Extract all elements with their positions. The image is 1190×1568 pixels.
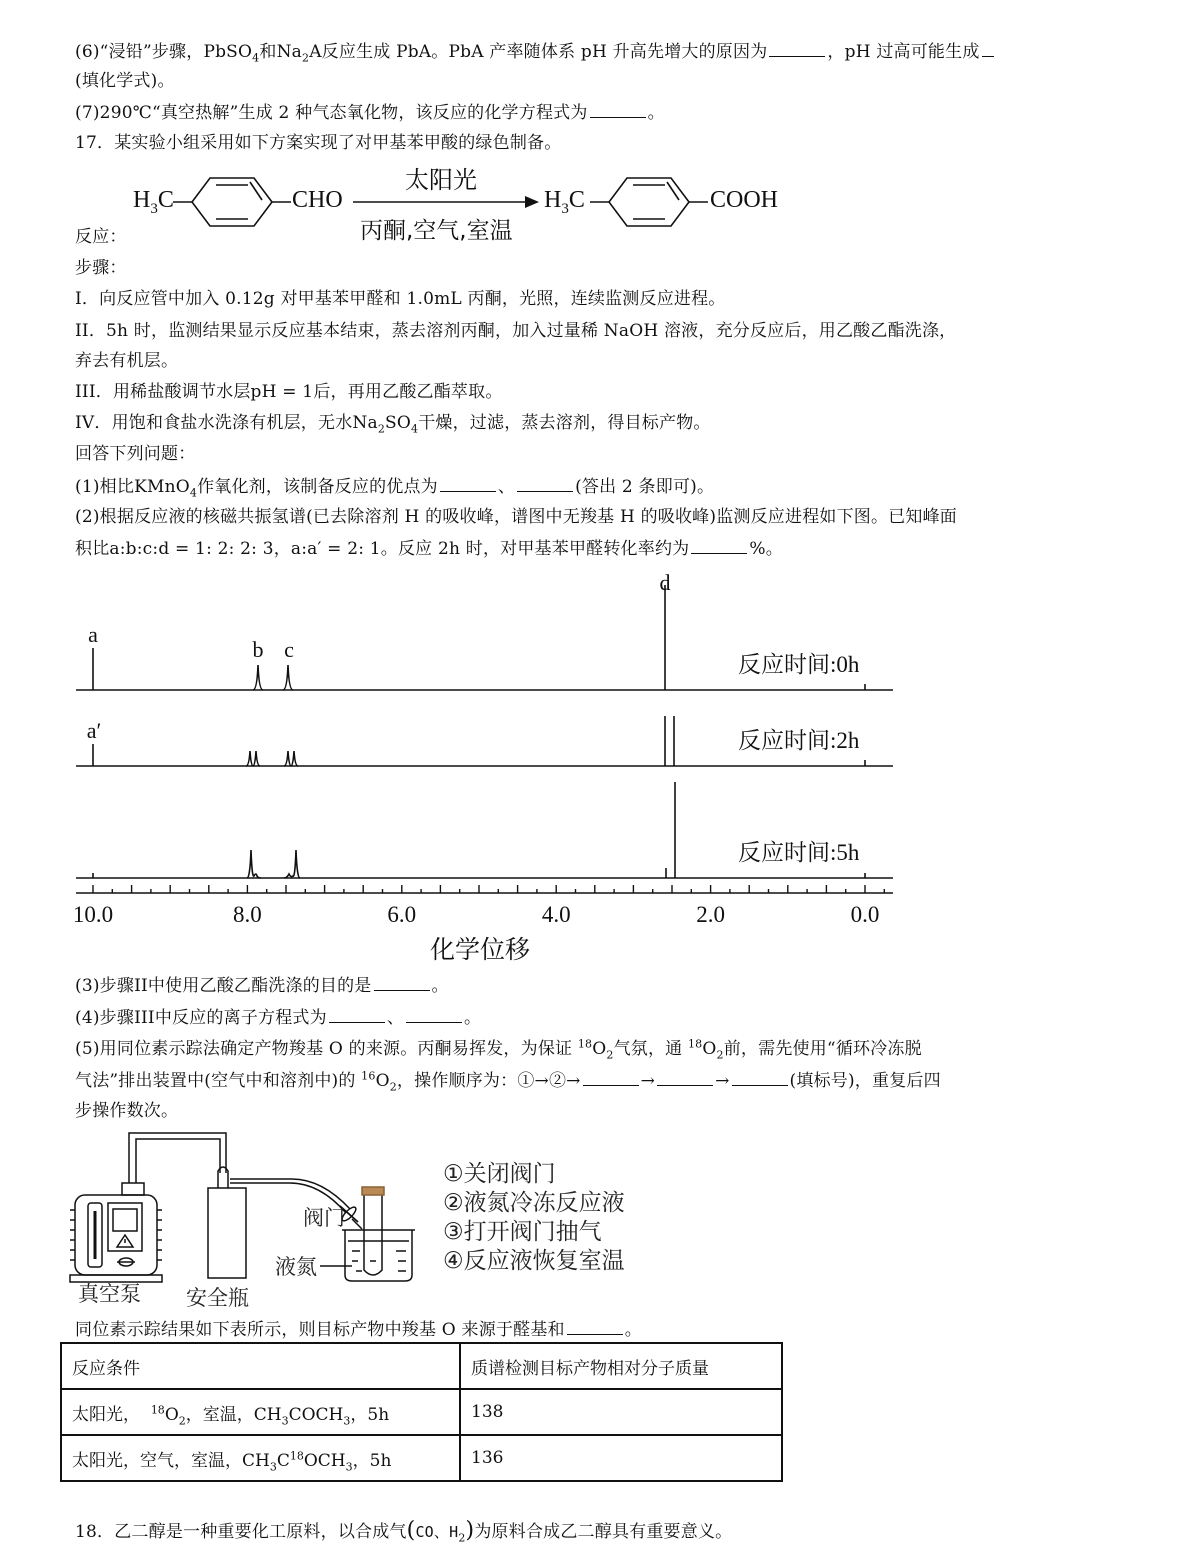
text: 。 xyxy=(464,1008,482,1028)
text: 前，需先使用“循环冷冻脱 xyxy=(723,1039,922,1059)
text: → xyxy=(640,1071,656,1091)
superscript: 18 xyxy=(289,1448,304,1462)
peak-label-a: a xyxy=(88,622,98,647)
text: (3)步骤II中使用乙酸乙酯洗涤的目的是 xyxy=(75,976,372,996)
answer-blank[interactable] xyxy=(406,1006,462,1023)
vacuum-tubing xyxy=(129,1133,226,1183)
answer-blank[interactable] xyxy=(691,537,747,554)
superscript: 18 xyxy=(687,1037,703,1051)
text: O xyxy=(375,1071,390,1091)
answer-blank[interactable] xyxy=(583,1069,639,1086)
answer-blank[interactable] xyxy=(590,101,646,118)
operation-option-2: ②液氮冷冻反应液 xyxy=(443,1190,625,1216)
subscript: 3 xyxy=(281,1413,289,1427)
product-methyl xyxy=(544,187,585,217)
subscript: 2 xyxy=(302,51,310,65)
subscript: 3 xyxy=(150,200,158,217)
q17-part5-line2 xyxy=(75,1069,941,1092)
step-2-line1: II．5h 时，监测结果显示反应基本结束，蒸去溶剂丙酮，加入过量稀 NaOH 溶液，充分反应后，用乙酸乙酯洗涤， xyxy=(75,321,957,341)
table-intro xyxy=(75,1318,642,1341)
text: C xyxy=(568,187,585,213)
table-cell-condition xyxy=(61,1435,460,1481)
benzene-ring-icon xyxy=(609,178,689,226)
q16-part6-line2: (填化学式)。 xyxy=(75,71,175,91)
table-header: 反应条件 xyxy=(61,1343,460,1389)
text: 气氛，通 xyxy=(613,1039,688,1059)
subscript: 3 xyxy=(269,1459,277,1473)
text: 太阳光， xyxy=(72,1404,151,1425)
text: H xyxy=(544,187,562,213)
test-tube-icon xyxy=(362,1187,384,1275)
text: 和Na xyxy=(259,42,302,62)
text: O xyxy=(164,1404,179,1425)
text: H xyxy=(133,187,151,213)
text: (4)步骤III中反应的离子方程式为 xyxy=(75,1008,327,1028)
text: OCH xyxy=(303,1450,346,1471)
trace-label-2h: 反应时间:2h xyxy=(738,728,860,753)
text: (1)相比KMnO xyxy=(75,477,190,497)
text: O xyxy=(592,1039,607,1059)
superscript: 18 xyxy=(577,1037,593,1051)
text: (填标号)，重复后四 xyxy=(789,1071,941,1091)
text: C xyxy=(276,1450,290,1471)
svg-text:2.0: 2.0 xyxy=(696,902,725,927)
svg-text:0.0: 0.0 xyxy=(850,902,880,927)
safety-bottle-label: 安全瓶 xyxy=(186,1286,249,1310)
q17-part5-line1 xyxy=(75,1038,922,1060)
text: CO、H xyxy=(415,1523,459,1541)
reactant-methyl xyxy=(133,187,174,217)
subscript: 3 xyxy=(345,1459,353,1473)
answer-blank[interactable] xyxy=(329,1006,385,1023)
x-axis-title: 化学位移 xyxy=(429,935,531,964)
text: 作氧化剂，该制备反应的优点为 xyxy=(197,477,438,497)
reaction-condition-above: 太阳光 xyxy=(405,166,477,194)
text: 、 xyxy=(386,1008,405,1028)
vacuum-pump-icon xyxy=(70,1183,162,1282)
text: IV．用饱和食盐水洗涤有机层，无水Na xyxy=(75,413,378,433)
subscript: 2 xyxy=(458,1531,466,1545)
benzene-ring-icon xyxy=(192,178,272,226)
text: 干燥，过滤，蒸去溶剂，得目标产物。 xyxy=(418,413,711,433)
operation-options-list xyxy=(443,1160,625,1276)
step-2-line2: 弃去有机层。 xyxy=(75,351,179,371)
table-cell-mass: 138 xyxy=(460,1389,782,1435)
answer-blank[interactable] xyxy=(982,40,994,57)
step-3: III．用稀盐酸调节水层pH = 1后，再用乙酸乙酯萃取。 xyxy=(75,382,503,402)
valve-label: 阀门 xyxy=(303,1206,345,1230)
trace-label-5h: 反应时间:5h xyxy=(738,840,860,865)
table-cell-mass: 136 xyxy=(460,1435,782,1481)
x-axis-ticks xyxy=(93,885,884,893)
answer-prompt: 回答下列问题： xyxy=(75,444,196,464)
text: 为原料合成乙二醇具有重要意义。 xyxy=(474,1522,733,1542)
text: 气法”排出装置中(空气中和溶剂中)的 xyxy=(75,1071,362,1091)
text: 太阳光，空气，室温，CH xyxy=(72,1450,270,1471)
q17-part4 xyxy=(75,1006,481,1029)
superscript: 16 xyxy=(361,1069,376,1083)
table-row xyxy=(61,1435,782,1481)
peak-label-d: d xyxy=(659,570,671,595)
peak-label-b: b xyxy=(252,637,264,662)
subscript: 2 xyxy=(389,1080,397,1094)
operation-option-1: ①关闭阀门 xyxy=(443,1161,556,1187)
text: C xyxy=(157,187,174,213)
q18-title xyxy=(75,1520,732,1543)
reactant-aldehyde-group: CHO xyxy=(292,187,343,213)
text: ) xyxy=(465,1518,475,1543)
subscript: 3 xyxy=(343,1413,351,1427)
table-row xyxy=(61,1389,782,1435)
q17-part2-line2 xyxy=(75,537,783,560)
text: ，5h xyxy=(352,1450,392,1471)
answer-blank[interactable] xyxy=(517,475,573,492)
subscript: 4 xyxy=(189,486,198,500)
answer-blank[interactable] xyxy=(657,1069,713,1086)
text: O xyxy=(702,1039,717,1059)
reaction-label: 反应： xyxy=(75,227,127,247)
text: 。 xyxy=(431,976,449,996)
product-carboxyl-group: COOH xyxy=(710,187,779,213)
q17-title: 17．某实验小组采用如下方案实现了对甲基苯甲酸的绿色制备。 xyxy=(75,133,562,153)
subscript: 2 xyxy=(606,1048,614,1062)
step-4 xyxy=(75,412,711,434)
answer-blank[interactable] xyxy=(374,974,430,991)
svg-text:6.0: 6.0 xyxy=(387,902,417,927)
text: 同位素示踪结果如下表所示，则目标产物中羧基 O 来源于醛基和 xyxy=(75,1320,565,1340)
x-axis-tick-labels xyxy=(73,902,880,927)
peak-label-c: c xyxy=(284,637,294,662)
operation-option-4: ④反应液恢复室温 xyxy=(443,1248,625,1274)
trace-label-0h: 反应时间:0h xyxy=(738,652,860,677)
text: 、 xyxy=(497,477,516,497)
svg-text:4.0: 4.0 xyxy=(541,902,571,927)
text: ，5h xyxy=(350,1404,390,1425)
text: → xyxy=(715,1071,730,1091)
text: ，操作顺序为：①→②→ xyxy=(396,1071,581,1091)
q17-part1 xyxy=(75,475,714,498)
table-cell-condition xyxy=(61,1389,460,1435)
text: (答出 2 条即可)。 xyxy=(575,477,715,497)
text: COCH xyxy=(288,1404,344,1425)
table-header: 质谱检测目标产物相对分子质量 xyxy=(460,1343,782,1389)
text: (5)用同位素示踪法确定产物羧基 O 的来源。丙酮易挥发，为保证 xyxy=(75,1039,578,1059)
isotope-tracing-table xyxy=(60,1342,783,1482)
subscript: 2 xyxy=(377,422,386,436)
answer-blank[interactable] xyxy=(440,475,496,492)
text: (6)“浸铅”步骤，PbSO xyxy=(75,42,253,62)
subscript: 2 xyxy=(178,1413,186,1427)
reaction-condition-below: 丙酮,空气,室温 xyxy=(360,218,513,244)
arrow-head-icon xyxy=(525,196,539,208)
operation-option-3: ③打开阀门抽气 xyxy=(443,1219,602,1245)
text: ，pH 过高可能生成 xyxy=(827,42,980,62)
step-1: I．向反应管中加入 0.12g 对甲基苯甲醛和 1.0mL 丙酮，光照，连续监测反应进程。 xyxy=(75,289,726,309)
answer-blank[interactable] xyxy=(732,1069,788,1086)
superscript: 18 xyxy=(150,1402,165,1416)
text: %。 xyxy=(749,539,783,559)
subscript: 2 xyxy=(716,1048,724,1062)
subscript: 4 xyxy=(411,422,419,436)
text: 。 xyxy=(624,1320,642,1340)
q17-part5-line3: 步操作数次。 xyxy=(75,1101,179,1121)
text: ( xyxy=(406,1518,416,1543)
svg-text:8.0: 8.0 xyxy=(233,902,262,927)
q17-part3 xyxy=(75,974,449,997)
text: SO xyxy=(385,413,411,433)
svg-text:10.0: 10.0 xyxy=(72,902,114,927)
text: ，室温，CH xyxy=(185,1404,282,1425)
vacuum-pump-label: 真空泵 xyxy=(78,1282,141,1306)
text: 18．乙二醇是一种重要化工原料，以合成气 xyxy=(75,1522,407,1542)
nmr-spectrum-chart xyxy=(0,560,1190,970)
answer-blank[interactable] xyxy=(567,1318,623,1335)
q17-part2-line1: (2)根据反应液的核磁共振氢谱(已去除溶剂 H 的吸收峰，谱图中无羧基 H 的吸收峰)监测反应进程如下图。已知峰面 xyxy=(75,507,958,527)
subscript: 3 xyxy=(561,200,569,217)
text: (7)290℃“真空热解”生成 2 种气态氧化物，该反应的化学方程式为 xyxy=(75,103,588,123)
liquid-nitrogen-label: 液氮 xyxy=(275,1255,317,1279)
peak-label-a-prime: a′ xyxy=(86,718,102,743)
text: A反应生成 PbA。PbA 产率随体系 pH 升高先增大的原因为 xyxy=(309,42,768,62)
steps-label: 步骤： xyxy=(75,258,127,278)
text: 积比a:b:c:d = 1: 2: 2: 3，a:a′ = 2: 1。反应 2h 时，对甲基苯甲醛转化率约为 xyxy=(75,539,690,559)
subscript: 4 xyxy=(252,51,260,65)
text: 。 xyxy=(647,103,665,123)
q16-part7 xyxy=(75,101,665,124)
table-header-row xyxy=(61,1343,782,1389)
degassing-apparatus-diagram xyxy=(60,1125,440,1310)
q16-part6-line1 xyxy=(75,40,996,63)
answer-blank[interactable] xyxy=(769,40,825,57)
